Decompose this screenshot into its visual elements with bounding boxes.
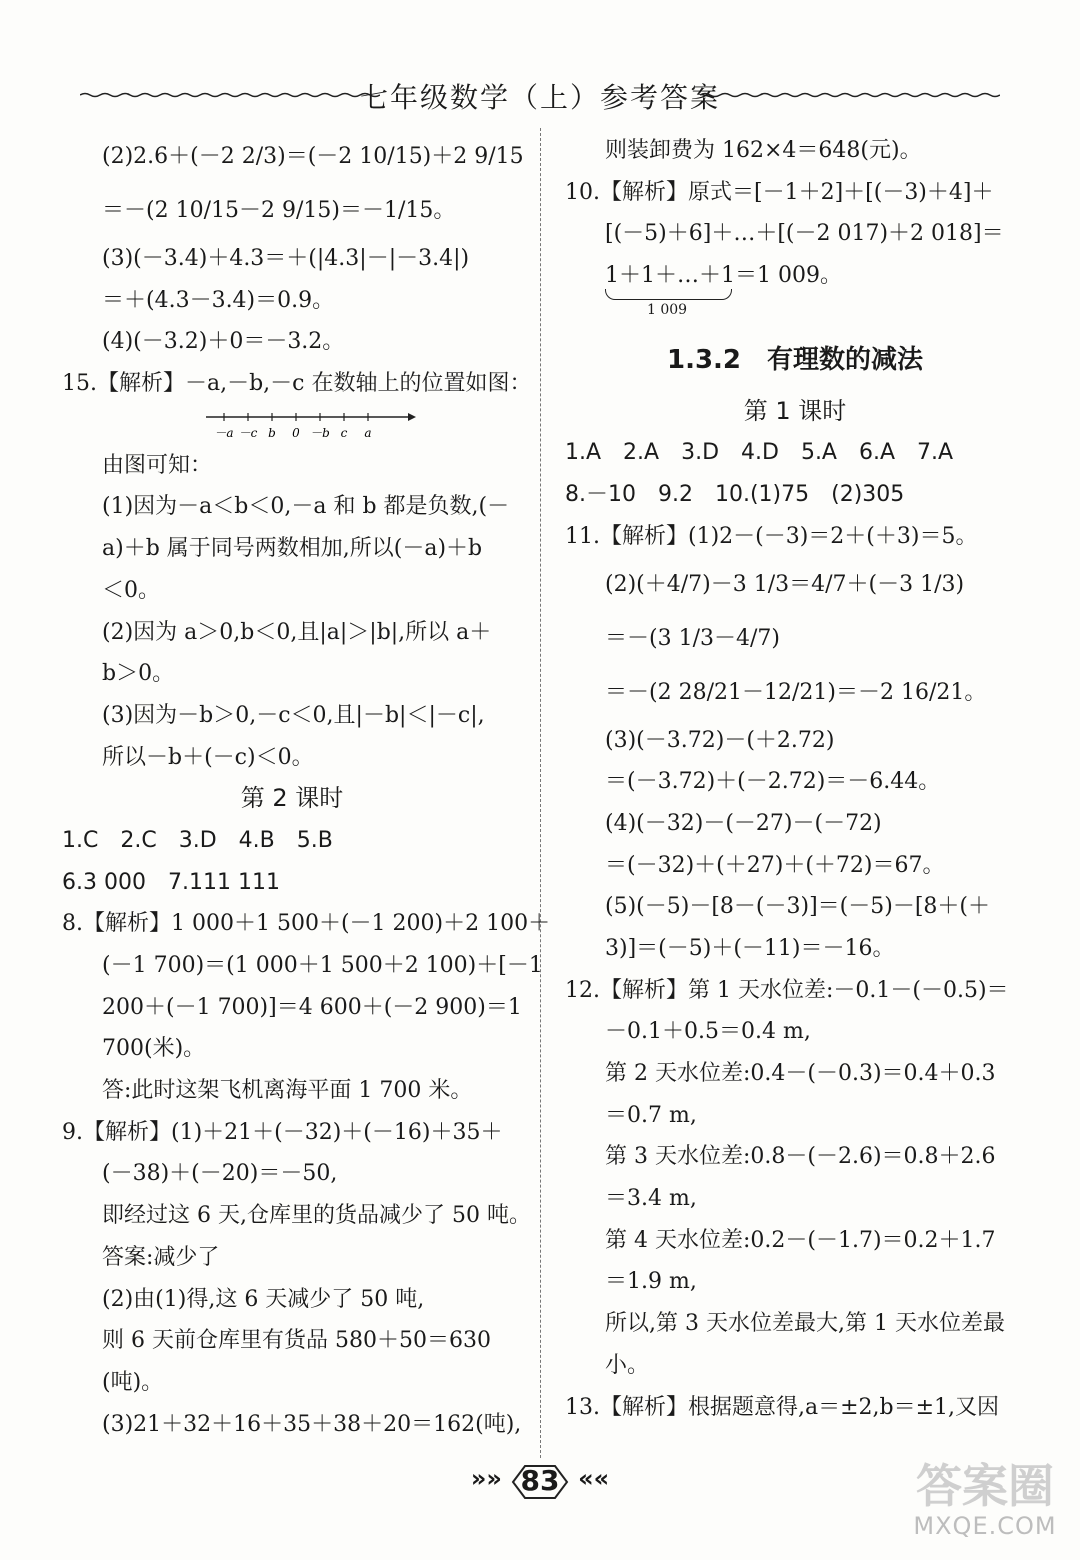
answer-line: ＝－(2 10/15－2 9/15)＝－1/15。 [102, 198, 456, 223]
answer-line: (3)21＋32＋16＋35＋38＋20＝162(吨), [102, 1411, 522, 1437]
number-line-figure [62, 405, 522, 445]
answer-line: 所以,第 3 天水位差最大,第 1 天水位差最 [605, 1311, 1005, 1337]
answer-line: 即经过这 6 天,仓库里的货品减少了 50 吨。 [102, 1203, 531, 1229]
number-line-label: －b [310, 425, 330, 440]
answer-line: (2)(＋4/7)－3 1/3＝4/7＋(－3 1/3) [605, 571, 965, 597]
answer-line: (5)(－5)－[8－(－3)]＝(－5)－[8＋(＋ [605, 894, 990, 920]
answer-line: (4)(－3.2)＋0＝－3.2。 [102, 329, 345, 355]
watermark-text: 答案圈 [916, 1459, 1054, 1513]
footer-left-arrows: »» [470, 1464, 502, 1493]
answer-line: 第 2 课时 [240, 784, 344, 813]
answer-line: 6.3 000 7.111 111 [62, 869, 280, 895]
answer-line: 8.－10 9.2 10.(1)75 (2)305 [565, 482, 905, 508]
answer-line: －0.1＋0.5＝0.4 m, [605, 1019, 811, 1045]
answer-line: ＝3.4 m, [605, 1186, 697, 1212]
answer-line: (1)因为－a＜b＜0,－a 和 b 都是负数,(－ [102, 494, 510, 520]
watermark-url: MXQE.COM [913, 1512, 1057, 1540]
answer-line: 小。 [605, 1352, 650, 1378]
answer-line: ＝＋(4.3－3.4)＝0.9。 [102, 287, 335, 313]
answer-line: [(－5)＋6]＋…＋[(－2 017)＋2 018]＝ [605, 221, 1004, 247]
answer-line: (3)(－3.4)＋4.3＝＋(|4.3|－|－3.4|) [102, 246, 470, 271]
answer-line: (4)(－32)－(－27)－(－72) [605, 810, 882, 836]
underbrace-icon [605, 289, 732, 300]
answer-line: 13.【解析】根据题意得,a＝±2,b＝±1,又因 [565, 1394, 1000, 1420]
number-line-label: －a [214, 425, 234, 440]
answer-line: 11.【解析】(1)2－(－3)＝2＋(＋3)＝5。 [565, 523, 978, 549]
answer-line: (2)由(1)得,这 6 天减少了 50 吨, [102, 1286, 425, 1312]
brace-count: 1 009 [647, 301, 688, 318]
answer-line: a)＋b 属于同号两数相加,所以(－a)＋b [102, 536, 483, 562]
answer-line: 则装卸费为 162×4＝648(元)。 [605, 138, 922, 163]
answer-line: 第 1 课时 [743, 396, 847, 425]
number-line-label: b [268, 425, 276, 440]
number-line-label: －c [238, 425, 258, 440]
left-column [62, 130, 551, 1445]
answer-line: (3)因为－b＞0,－c＜0,且|－b|＜|－c|, [102, 702, 485, 728]
answer-line: (2)2.6＋(－2 2/3)＝(－2 10/15)＋2 9/15 [102, 144, 524, 169]
answer-line: 15.【解析】－a,－b,－c 在数轴上的位置如图： [62, 371, 532, 397]
column-divider [540, 128, 541, 1458]
answer-line: 12.【解析】第 1 天水位差:－0.1－(－0.5)＝ [565, 977, 1009, 1003]
page-number: 83 [520, 1464, 560, 1497]
answer-line: 答:此时这架飞机离海平面 1 700 米。 [102, 1078, 473, 1104]
answer-line: 则 6 天前仓库里有货品 580＋50＝630 [102, 1328, 491, 1354]
number-line-arrow [408, 413, 416, 421]
brace-note [565, 297, 1025, 325]
answer-line: 10.【解析】原式＝[－1＋2]＋[(－3)＋4]＋ [565, 179, 994, 205]
answer-line: 1.A 2.A 3.D 4.D 5.A 6.A 7.A [565, 440, 954, 466]
answer-line: 8.【解析】1 000＋1 500＋(－1 200)＋2 100＋ [62, 911, 551, 937]
answer-line: (吨)。 [102, 1369, 164, 1395]
answer-line: 3)]＝(－5)＋(－11)＝－16。 [605, 935, 895, 961]
answer-line: (2)因为 a＞0,b＜0,且|a|＞|b|,所以 a＋ [102, 619, 492, 645]
answer-line: 答案:减少了 [102, 1244, 220, 1270]
answer-line: ＝(－32)＋(＋27)＋(＋72)＝67。 [605, 852, 945, 878]
watermark-logo [900, 1460, 1070, 1550]
footer-right-arrows: «« [578, 1464, 610, 1493]
number-line-label: c [340, 425, 348, 440]
answer-line: ＝1.9 m, [605, 1269, 697, 1295]
number-line-label: a [364, 425, 372, 440]
answer-line: 9.【解析】(1)＋21＋(－32)＋(－16)＋35＋ [62, 1119, 503, 1145]
answer-line: (－1 700)＝(1 000＋1 500＋2 100)＋[－1 [102, 953, 543, 978]
answer-line: b＞0。 [102, 661, 175, 687]
answer-line: 1.3.2 有理数的减法 [666, 344, 924, 375]
answer-line: 由图可知： [102, 452, 213, 478]
answer-line: 所以－b＋(－c)＜0。 [102, 744, 314, 770]
answer-line: 700(米)。 [102, 1036, 206, 1062]
answer-line: ＝(－3.72)＋(－2.72)＝－6.44。 [605, 769, 941, 795]
answer-line: ＜0。 [102, 577, 160, 603]
page-number-badge [507, 1462, 573, 1502]
page-title: 七年级数学（上）参考答案 [359, 81, 720, 114]
answer-line: ＝0.7 m, [605, 1102, 697, 1128]
answer-line: 1＋1＋…＋1＝1 009。 [605, 263, 842, 289]
answer-line: (3)(－3.72)－(＋2.72) [605, 727, 835, 753]
answer-line: 第 3 天水位差:0.8－(－2.6)＝0.8＋2.6 [605, 1144, 996, 1170]
page-header [80, 70, 1000, 120]
right-column [565, 130, 1025, 1428]
answer-line: ＝－(3 1/3－4/7) [605, 625, 780, 651]
answer-line: 200＋(－1 700)]＝4 600＋(－2 900)＝1 [102, 994, 522, 1020]
answer-line: 第 2 天水位差:0.4－(－0.3)＝0.4＋0.3 [605, 1061, 996, 1086]
header-right-ornament [700, 92, 1000, 98]
answer-line: 第 4 天水位差:0.2－(－1.7)＝0.2＋1.7 [605, 1227, 996, 1253]
answer-line: ＝－(2 28/21－12/21)＝－2 16/21。 [605, 679, 987, 705]
number-line-svg [202, 407, 422, 443]
answer-line: 1.C 2.C 3.D 4.B 5.B [62, 827, 333, 853]
answer-line: (－38)＋(－20)＝－50, [102, 1161, 338, 1187]
number-line-label: 0 [292, 425, 300, 440]
